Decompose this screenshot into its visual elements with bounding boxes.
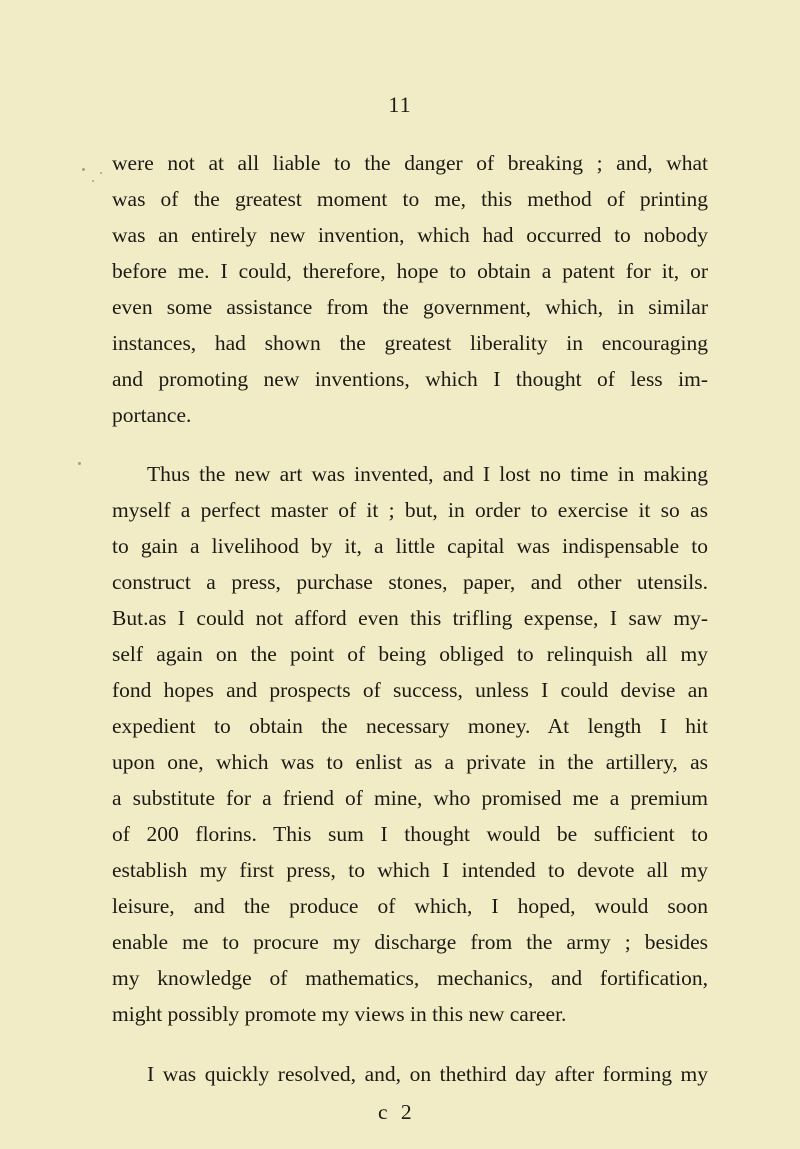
paper-speck [82, 168, 85, 171]
text-line: a substitute for a friend of mine, who promised me a premium [112, 786, 708, 810]
text-line: enable me to procure my discharge from the army ; besides [112, 930, 708, 954]
text-line: construct a press, purchase stones, paper, and other utensils. [112, 570, 708, 594]
text-line: upon one, which was to enlist as a private in the artillery, as [112, 750, 708, 774]
text-line: before me. I could, therefore, hope to obtain a patent for it, or [112, 259, 708, 283]
text-line: establish my first press, to which I intended to devote all my [112, 858, 708, 882]
text-line: Thus the new art was invented, and I lost no time in making [147, 462, 708, 486]
text-line: fond hopes and prospects of success, unless I could devise an [112, 678, 708, 702]
paper-speck [92, 180, 94, 182]
text-line: was of the greatest moment to me, this method of printing [112, 187, 708, 211]
signature-mark: c 2 [378, 1100, 416, 1124]
text-line: instances, had shown the greatest liberality in encouraging [112, 331, 708, 355]
text-line: leisure, and the produce of which, I hoped, would soon [112, 894, 708, 918]
text-line: was an entirely new invention, which had occurred to nobody [112, 223, 708, 247]
text-line: to gain a livelihood by it, a little capital was indispensable to [112, 534, 708, 558]
text-line: portance. [112, 403, 192, 427]
text-line: myself a perfect master of it ; but, in order to exercise it so as [112, 498, 708, 522]
paper-speck [100, 172, 102, 174]
text-line: I was quickly resolved, and, on thethird day after forming my [147, 1062, 708, 1086]
page-number: 11 [388, 92, 412, 117]
text-line: But.as I could not afford even this trifling expense, I saw my- [112, 606, 708, 630]
text-line: of 200 florins. This sum I thought would be sufficient to [112, 822, 708, 846]
text-line: were not at all liable to the danger of breaking ; and, what [112, 151, 708, 175]
text-line: and promoting new inventions, which I thought of less im- [112, 367, 708, 391]
text-line: even some assistance from the government, which, in similar [112, 295, 708, 319]
paper-speck [78, 462, 81, 465]
text-line: might possibly promote my views in this new career. [112, 1002, 567, 1026]
text-line: expedient to obtain the necessary money. At length I hit [112, 714, 708, 738]
text-line: self again on the point of being obliged to relinquish all my [112, 642, 708, 666]
text-line: my knowledge of mathematics, mechanics, and fortification, [112, 966, 708, 990]
